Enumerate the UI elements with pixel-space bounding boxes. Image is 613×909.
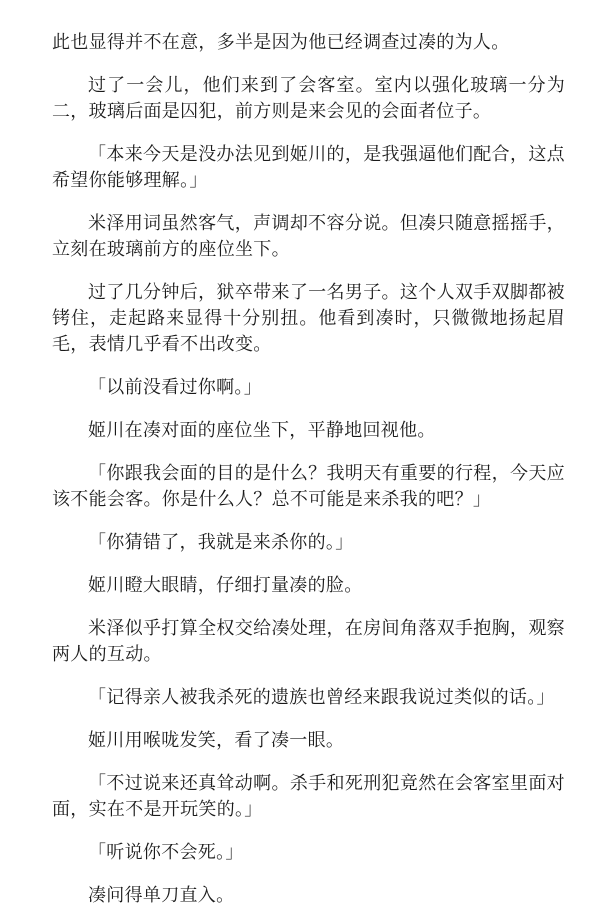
paragraph-3: 「本来今天是没办法见到姬川的，是我强逼他们配合，这点希望你能够理解。」 (52, 144, 565, 191)
paragraph-14: 「不过说来还真耸动啊。杀手和死刑犯竟然在会客室里面对面，实在不是开玩笑的。」 (52, 773, 565, 820)
paragraph-15: 「听说你不会死。」 (88, 842, 244, 863)
paragraph-11: 米泽似乎打算全权交给凑处理，在房间角落双手抱胸，观察两人的互动。 (52, 618, 565, 665)
paragraph-5: 过了几分钟后，狱卒带来了一名男子。这个人双手双脚都被铐住，走起路来显得十分别扭。他看到凑时，只微微地扬起眉毛，表情几乎看不出改变。 (52, 282, 565, 355)
paragraph-12: 「记得亲人被我杀死的遗族也曾经来跟我说过类似的话。」 (88, 687, 555, 708)
paragraph-8: 「你跟我会面的目的是什么？我明天有重要的行程，今天应该不能会客。你是什么人？总不可能是来杀我的吧？」 (52, 463, 565, 510)
paragraph-4: 米泽用词虽然客气，声调却不容分说。但凑只随意摇摇手，立刻在玻璃前方的座位坐下。 (52, 213, 565, 260)
paragraph-7: 姬川在凑对面的座位坐下，平静地回视他。 (88, 420, 436, 441)
paragraph-2: 过了一会儿，他们来到了会客室。室内以强化玻璃一分为二，玻璃后面是囚犯，前方则是来会见的会面者位子。 (52, 75, 565, 122)
paragraph-16: 凑问得单刀直入。 (88, 885, 235, 906)
paragraph-13: 姬川用喉咙发笑，看了凑一眼。 (88, 730, 345, 751)
paragraph-10: 姬川瞪大眼睛，仔细打量凑的脸。 (88, 575, 363, 596)
paragraph-1: 此也显得并不在意，多半是因为他已经调查过凑的为人。 (52, 32, 510, 53)
paragraph-6: 「以前没看过你啊。」 (88, 377, 262, 398)
paragraph-9: 「你猜错了，我就是来杀你的。」 (88, 532, 354, 553)
